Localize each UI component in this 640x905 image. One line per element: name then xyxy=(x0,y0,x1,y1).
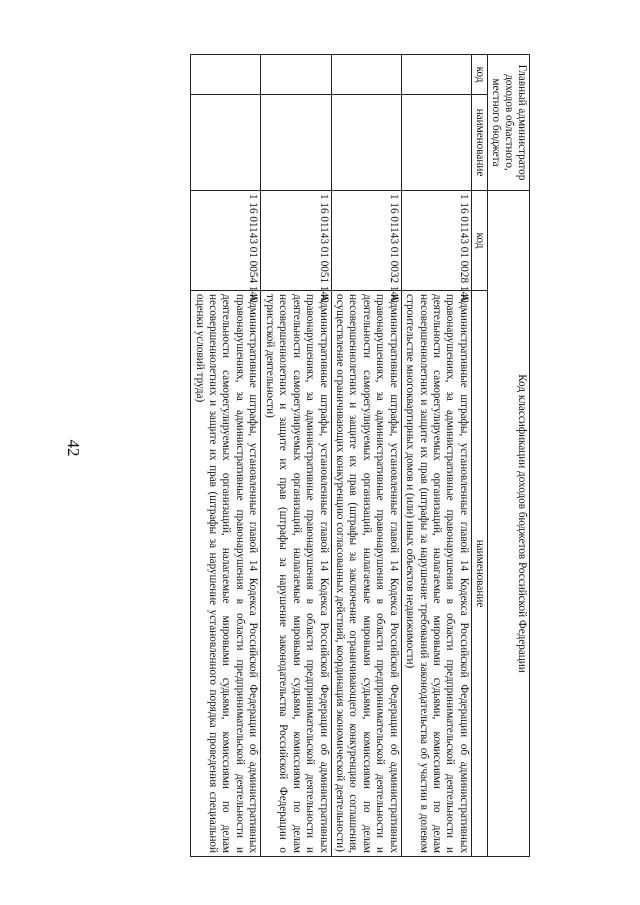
table-row xyxy=(331,55,401,857)
admin-name-cell xyxy=(261,95,331,191)
revenue-classification-table xyxy=(190,54,530,857)
classification-group-header: Код классификации доходов бюджетов Российской Федерации xyxy=(488,191,530,857)
classification-name-cell: Административные штрафы, установленные главой 14 Кодекса Российской Федерации об административных правонарушениях, за административные правонарушения в области предпринимательской деятельности и деятельности саморегулируемых организаций, налагаемые мировыми судьями, комиссиями по делам несовершеннолетних и защите их прав (штрафы за нарушение требований законодательства об участии в долевом строительстве многоквартирных домов и (или) иных объектов недвижимости) xyxy=(401,291,471,857)
classification-code-cell: 1 16 01143 01 0054 140 xyxy=(191,191,261,291)
admin-code-cell xyxy=(191,55,261,95)
admin-name-header: наименование xyxy=(471,95,487,191)
admin-name-cell xyxy=(191,95,261,191)
table-row xyxy=(401,55,471,857)
classification-code-cell: 1 16 01143 01 0032 140 xyxy=(331,191,401,291)
table-row xyxy=(191,55,261,857)
table-row xyxy=(261,55,331,857)
classification-code-cell: 1 16 01143 01 0051 140 xyxy=(261,191,331,291)
page-number: 42 xyxy=(64,439,83,457)
name-header: наименование xyxy=(471,291,487,857)
admin-code-header: код xyxy=(471,55,487,95)
classification-name-cell: Административные штрафы, установленные главой 14 Кодекса Российской Федерации об административных правонарушениях, за административные правонарушения в области предпринимательской деятельности и деятельности саморегулируемых организаций, налагаемые мировыми судьями, комиссиями по делам несовершеннолетних и защите их прав (штрафы за нарушение установленного порядка проведения специальной оценки условий труда) xyxy=(191,291,261,857)
admin-code-cell xyxy=(261,55,331,95)
admin-name-cell xyxy=(331,95,401,191)
classification-code-cell: 1 16 01143 01 0028 140 xyxy=(401,191,471,291)
admin-name-cell xyxy=(401,95,471,191)
code-header: код xyxy=(471,191,487,291)
admin-code-cell xyxy=(331,55,401,95)
rotated-table-frame xyxy=(105,54,530,856)
classification-name-cell: Административные штрафы, установленные главой 14 Кодекса Российской Федерации об административных правонарушениях, за административные правонарушения в области предпринимательской деятельности и деятельности саморегулируемых организаций, налагаемые мировыми судьями, комиссиями по делам несовершеннолетних и защите их прав (штрафы за заключение ограничивающего конкуренцию соглашения, осуществление ограничивающих конкуренцию согласованных действий, координация экономической деятельности) xyxy=(331,291,401,857)
admin-group-header: Главный администратор доходов областного, местного бюджета xyxy=(488,55,530,191)
classification-name-cell: Административные штрафы, установленные главой 14 Кодекса Российской Федерации об административных правонарушениях, за административные правонарушения в области предпринимательской деятельности и деятельности саморегулируемых организаций, налагаемые мировыми судьями, комиссиями по делам несовершеннолетних и защите их прав (штрафы за нарушение законодательства Российской Федерации о туристской деятельности) xyxy=(261,291,331,857)
admin-code-cell xyxy=(401,55,471,95)
